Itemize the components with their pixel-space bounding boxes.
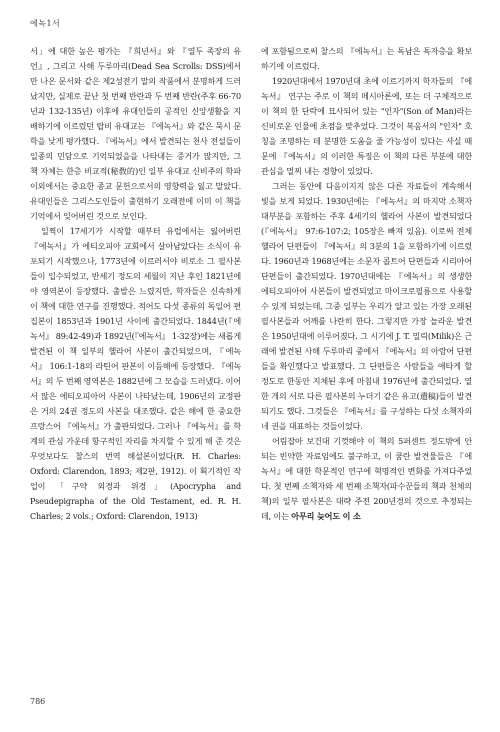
running-head: 에녹1서: [30, 19, 61, 28]
right-column: [261, 44, 472, 524]
paragraph: [261, 434, 472, 524]
left-column: [30, 44, 241, 524]
page-number: 786: [30, 697, 46, 706]
bold-run: 아무리 늦어도 이 소: [291, 511, 361, 521]
paragraph: 일찍이 17세기가 시작할 때부터 유럽에서는 잃어버린 『에녹서』가 에티오피아 교회에서 살아남았다는 소식이 유포되기 시작했으나, 1773년에 이르러서야 비로소 그 필사본들이 입수되었고, 반세기 정도의 세월이 지난 후인 1821년에야 영역본이 등장했다. 출발은 느렸지만, 학자들은 신속하게 이 책에 대한 연구를 진행했다. 적어도 다섯 종류의 독일어 편집본이 1853년과 1901년 사이에 출간되었다. 1844년(『에녹서』 89:42-49)과 1892년(『에녹서』 1-32장)에는 새롭게 발견된 이 책 일부의 헬라어 사본이 출간되었으며, 『에녹서』 106:1-18의 라틴어 판본이 이듬해에 등장했다. 『에녹서』의 두 번째 영역본은 1882년에 그 모습을 드러냈다. 이어서 많은 에티오피아어 사본이 나타났는데, 1906년의 교정판은 거의 24권 정도의 사본을 대조했다. 같은 해에 한 중요한 프랑스어 『에녹서』가 출판되었다. 그러나 『에녹서』를 학계의 관심 가운데 항구적인 자리를 차지할 수 있게 해 준 것은 무엇보다도 찰스의 번역 해설본이었다(R. H. Charles: Oxford: Clarendon, 1893; 제2판, 1912). 이 획기적인 작업이 「구약 외경과 위경」(Apocrypha and Pseudepigrapha of the Old Testament, ed. R. H. Charles; 2 vols.; Oxford: Clarendon, 1913): [30, 226, 241, 521]
paragraph: 1920년대에서 1970년대 초에 이르기까지 학자들의 『에녹서』 연구는 주로 이 책의 메시아론에, 또는 더 구체적으로 이 책의 한 단락에 묘사되어 있는 "인자"(Son of Man)라는 신비로운 인물에 초점을 맞추었다. 그것이 복음서의 "인자" 호칭을 조명하는 데 분명한 도움을 줄 가능성이 있다는 사실 때문에 『에녹서』의 이러한 특징은 이 책의 다른 부분에 대한 관심을 멀찌 내는 경향이 있었다.: [261, 76, 472, 176]
paragraph-text: 어림잡아 보건대 기껏해야 이 책의 5퍼센트 정도밖에 안 되는 빈약한 자료임에도 불구하고, 이 쿰란 발견물들은 『에녹서』에 대한 학문적인 연구에 혁명적인 변화를 가져다주었다. 첫 번째 소책자와 세 번째 소책자(파수꾼들의 책과 천체의 책)의 일부 필사본은 대략 주전 200년경의 것으로 추정되는데, 이는: [261, 436, 472, 521]
paragraph: 그러는 동안에 다음이지지 않은 다른 자료들이 계속해서 빛을 보게 되었다. 1930년에는 『에녹서』의 마지막 소책자 대부분을 포함하는 주후 4세기의 헬라어 사본이 발견되었다(『에녹서』 97:6-107:2; 105장은 빠져 있음). 이로써 전체 헬라어 단편들이 『에녹서』의 3분의 1을 포함하기에 이르렀다. 1960년과 1968년에는 소문자 콥트어 단편들과 시리아어 단편들이 출간되었다. 1970년대에는 『에녹서』의 생생한 에티오피아어 사본들이 발견되었고 마이크로필름으로 사용할 수 있게 되었는데, 그중 일부는 우리가 알고 있는 가장 오래된 필사본들과 어깨를 나란히 한다. 그렇지만 가장 놀라운 발견은 1950년대에 이루어졌다. 그 시기에 J. T. 밀릭(Milik)은 근래에 발견된 사해 두루마리 중에서 『에녹서』의 아람어 단편들을 확인했다고 발표했다. 그 단편들은 사람들을 애타게 할 정도로 한동안 지체된 후에 마침내 1976년에 출간되었다. 열한 개의 서로 다른 필사본의 누더기 같은 유고(遺稿)들이 발견되기도 했다. 그것들은 『에녹서』를 구성하는 다섯 소책자의 네 권을 대표하는 것들이었다.: [261, 181, 472, 431]
paragraph: 에 포함됨으로써 찰스의 『에녹서』는 독남은 독자층을 확보하기에 이르렀다.: [261, 46, 472, 71]
paragraph: 서」에 대한 높은 평가는 『희년서』와 『열두 족장의 유언』, 그리고 사해 두루마리(Dead Sea Scrolls: DSS)에서만 나온 문서와 같은 제2성전기 말의 작품에서 분명하게 드러났지만, 실제로 끝난 첫 번째 반란과 두 번째 반란(주후 66-70년과 132-135년) 이후에 유대인들의 공적인 신앙생활을 지배하기에 이르렀던 랍비 유대교는 『에녹서』와 같은 묵시 문학을 낮게 평가했다. 『에녹서』에서 발견되는 천사 전설들이 일종의 민담으로 기억되었을을 나타내는 증거가 많지만, 그 책 자체는 한층 비교적(秘敎的)인 일부 유대교 신비주의 학파 이외에서는 중요한 종교 문헌으로서의 영향력을 잃고 말았다. 유대인들은 그리스도인들이 출현하기 오래전에 이미 이 책을 기억에서 잊어버린 것으로 보인다.: [30, 46, 241, 221]
